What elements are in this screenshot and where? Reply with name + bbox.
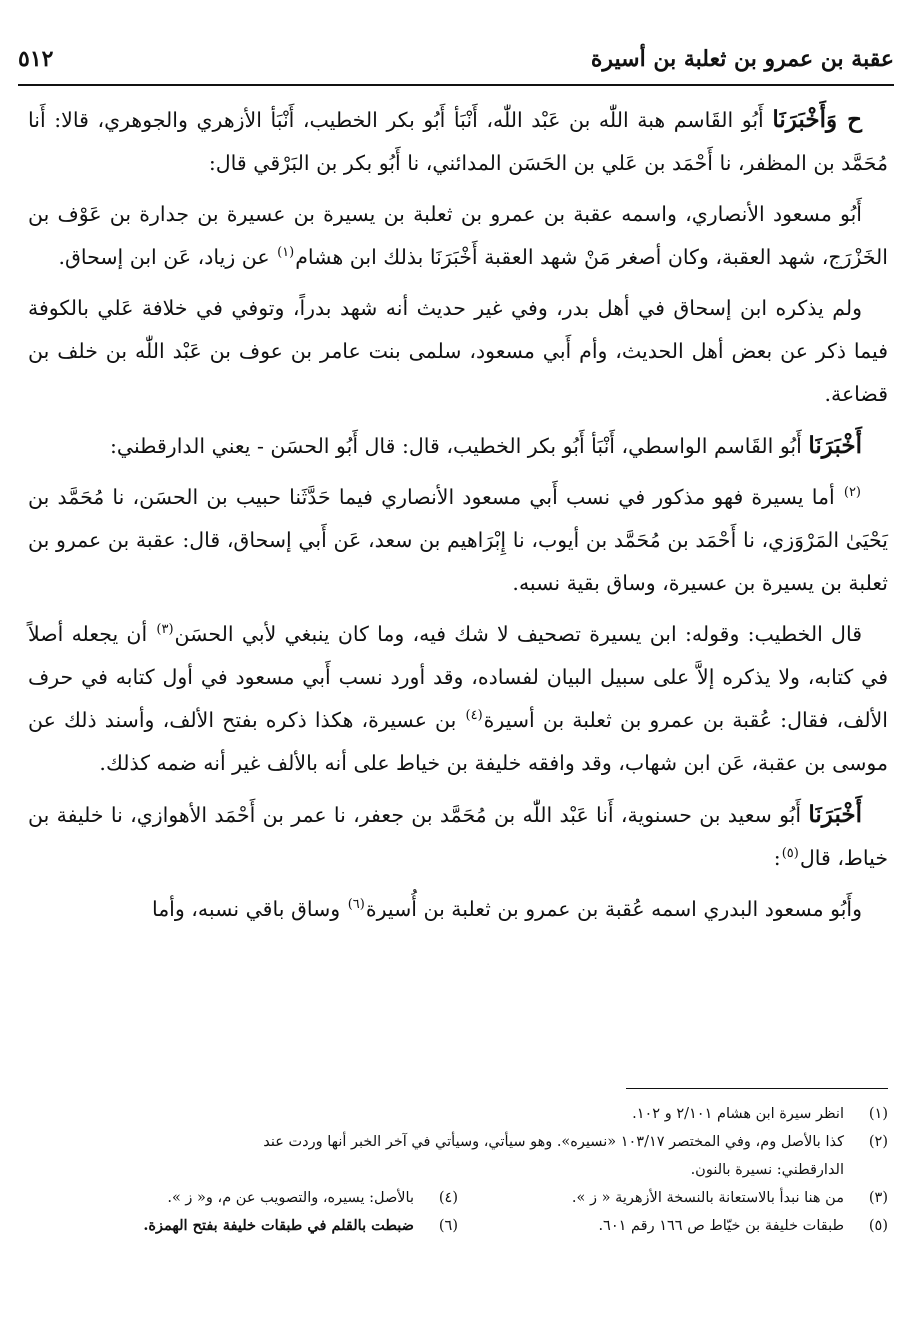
footnote-2-continuation	[28, 1156, 888, 1184]
footnote-text: كذا بالأصل وم، وفي المختصر ١٠٣/١٧ «نسيره». وهو سيأتي، وسيأتي في آخر الخبر أنها وردت عند	[263, 1134, 844, 1150]
paragraph-5: $^{(٢)}$ أما يسيرة فهو مذكور في نسب أَبي مسعود الأنصاري فيما حَدَّثَنا حبيب بن الحسَن، نا مُحَمَّد بن يَحْيَىٰ المَرْوَزي، نا أَحْمَد بن مُحَمَّد بن أيوب، نا إِبْرَاهيم بن سعد، عَن أَبي إسحاق، قال: عقبة بن عمرو بن ثعلبة بن يسيرة بن عسيرة، وساق بقية نسبه.	[28, 485, 888, 595]
paragraph-8: وأَبُو مسعود البدري اسمه عُقبة بن عمرو بن ثعلبة بن أُسيرة$^{(٦)}$ وساق باقي نسبه، وأما	[151, 897, 862, 921]
footnote-6	[28, 1212, 458, 1240]
footnote-text: انظر سيرة ابن هشام ٢/١٠١ و ١٠٢.	[632, 1106, 844, 1122]
footnote-text: الدارقطني: نسيرة بالنون.	[690, 1162, 844, 1178]
paragraph-3: ولم يذكره ابن إسحاق في أهل بدر، وفي غير حديث أنه شهد بدراً، وتوفي في خلافة عَلي بالكوفة فيما ذكر عن بعض أهل الحديث، وأم أَبي مسعود، سلمى بنت عامر بن عوف بن عَبْد اللّٰه بن خلف بن قضاعة.	[28, 296, 888, 406]
paragraph-4: أَخْبَرَنَا أَبُو القَاسم الواسطي، أَنْبَأ أَبُو بكر الخطيب، قال: قال أَبُو الحسَن - يعني الدارقطني:	[110, 432, 862, 459]
footnote-number: (٦)	[438, 1218, 458, 1234]
keyword-akhbarana: أَخْبَرَنَا	[808, 801, 862, 828]
footnote-ref-1[interactable]: (١)	[277, 245, 295, 261]
main-text	[28, 98, 888, 939]
paragraph-7: أَخْبَرَنَا أَبُو سعيد بن حسنوية، أَنا عَبْد اللّٰه بن مُحَمَّد بن جعفر، نا عمر بن أَحْمَد الأهوازي، نا خليفة بن خياط، قال$^{(٥)}$:	[28, 801, 888, 870]
footnote-text: طبقات خليفة بن خيّاط ص ١٦٦ رقم ٦٠١.	[598, 1218, 844, 1234]
footnote-row-3-4	[28, 1184, 888, 1212]
footnote-ref-6[interactable]: (٦)	[347, 897, 365, 913]
paragraph-2: أَبُو مسعود الأنصاري، واسمه عقبة بن عمرو بن ثعلبة بن يسيرة بن عسيرة بن جدارة بن عَوْف بن الخَزْرَج، شهد العقبة، وكان أصغر مَنْ شهد العقبة أَخْبَرَنَا بذلك ابن هشام$^{(١)}$ عن زياد، عَن ابن إسحاق.	[28, 202, 888, 269]
footnote-number: (٤)	[438, 1190, 458, 1206]
keyword-akhbarana: أَخْبَرَنَا	[808, 432, 862, 459]
footnote-text: بالأصل: يسيره، والتصويب عن م، و« ز ».	[167, 1190, 414, 1206]
page-header	[18, 34, 894, 86]
footnotes	[28, 1100, 888, 1240]
footnote-ref-4[interactable]: (٤)	[465, 708, 483, 724]
footnote-3	[458, 1184, 888, 1212]
footnote-number: (٢)	[868, 1134, 888, 1150]
footnote-number: (١)	[868, 1106, 888, 1122]
footnote-ref-2[interactable]: (٢)	[843, 485, 861, 501]
footnote-number: (٣)	[868, 1190, 888, 1206]
footnote-4	[28, 1184, 458, 1212]
footnote-5	[458, 1212, 888, 1240]
footnote-row-5-6	[28, 1212, 888, 1240]
footnote-text: من هنا نبدأ بالاستعانة بالنسخة الأزهرية « ز ».	[571, 1190, 844, 1206]
keyword-akhbarana: ح وَأَخْبَرَنَا	[772, 106, 863, 133]
footnote-separator	[626, 1088, 888, 1089]
footnote-ref-5[interactable]: (٥)	[781, 846, 799, 862]
footnote-ref-3[interactable]: (٣)	[156, 622, 174, 638]
footnote-1	[28, 1100, 888, 1128]
paragraph-6: قال الخطيب: وقوله: ابن يسيرة تصحيف لا شك فيه، وما كان ينبغي لأبي الحسَن$^{(٣)}$ أن يجعله أصلاً في كتابه، ولا يذكره إلاَّ على سبيل البيان لفساده، وقد أورد نسب أَبي مسعود في أول كتابه في حرف الألف، فقال: عُقبة بن عمرو بن ثعلبة بن أسيرة$^{(٤)}$ بن عسيرة، هكذا ذكره بفتح الألف، وأسند ذلك عن موسى بن عقبة، عَن ابن شهاب، وقد وافقه خليفة بن خياط على أنه بالألف غير أنه ضمه كذلك.	[28, 622, 888, 775]
footnote-2	[28, 1128, 888, 1156]
footnote-text: ضبطت بالقلم في طبقات خليفة بفتح الهمزة.	[143, 1217, 414, 1234]
page-number: ٥١٢	[18, 46, 54, 72]
footnote-number: (٥)	[868, 1218, 888, 1234]
running-title: عقبة بن عمرو بن ثعلبة بن أسيرة	[590, 46, 894, 72]
paragraph-1: ح وَأَخْبَرَنَا أَبُو القَاسم هبة اللّٰه بن عَبْد اللّٰه، أَنْبَأ أَبُو بكر الخطيب، أَنْبَأ الأزهري والجوهري، قالا: أَنا مُحَمَّد بن المظفر، نا أَحْمَد بن عَلي بن الحَسَن المدائني، نا أَبُو بكر بن البَرْقي قال:	[28, 106, 888, 175]
